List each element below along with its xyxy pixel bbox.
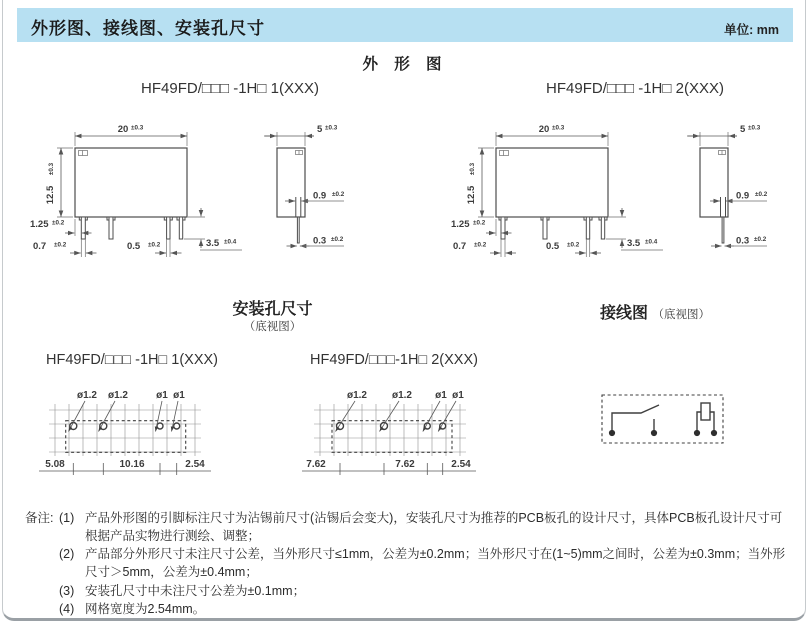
note-number: (4) (59, 601, 75, 616)
dim-pin-w1-tol: ±0.2 (474, 241, 487, 249)
wiring-subtitle-text: （底视图） (652, 309, 710, 321)
pitch-label: 2.54 (185, 459, 205, 470)
page-title: 外形图、接线图、安装孔尺寸 (31, 19, 265, 38)
note-item-4 (59, 600, 793, 618)
dim-width: 20 (117, 124, 129, 135)
dim-height-tol: ±0.3 (48, 162, 55, 176)
dim-depth-tol: ±0.3 (748, 124, 761, 132)
hole-dia-label: ø1 (173, 390, 185, 401)
mounting-holes-2 (290, 388, 535, 483)
front-pins (79, 217, 185, 239)
note-number: (3) (59, 583, 75, 598)
dim-pin-len: 3.5 (206, 238, 220, 249)
dim-height: 12.5 (45, 185, 56, 205)
note-number: (1) (59, 511, 75, 525)
dim-depth: 5 (317, 124, 323, 135)
dim-height-tol: ±0.3 (469, 162, 476, 176)
pitch-label: 2.54 (451, 459, 471, 470)
dim-pin-thk: 0.3 (736, 235, 750, 247)
header-bar (17, 8, 793, 42)
dim-pin-offset-tol: ±0.2 (52, 219, 65, 227)
wiring-diagram (595, 388, 740, 453)
hole-dia-label: ø1.2 (346, 390, 368, 401)
wiring-section-title (600, 300, 710, 323)
unit-label: 单位: mm (724, 23, 779, 37)
note-text: 产品外形图的引脚标注尺寸为沾锡前尺寸(沾锡后会变大)，安装孔尺寸为推荐的PCB板孔的设计尺寸，具体PCB板孔设计尺寸可根据产品实物进行测绘、调整； (85, 511, 783, 544)
outline-model-1: HF49FD/□□□ -1H□ 1(XXX) (141, 80, 319, 97)
outline-model-2: HF49FD/□□□ -1H□ 2(XXX) (546, 80, 724, 97)
outline-section-title: 外 形 图 (362, 56, 448, 73)
outline-drawing-1 (28, 105, 348, 263)
note-text: 安装孔尺寸中未注尺寸公差为±0.1mm； (85, 583, 306, 598)
dim-width-tol: ±0.3 (131, 124, 144, 132)
dim-pin-thk-tol: ±0.2 (754, 236, 767, 243)
pitch-label: 7.62 (395, 459, 415, 470)
dim-pin-len-tol: ±0.4 (224, 238, 237, 246)
dim-pin-offset: 1.25 (30, 219, 49, 230)
coil-symbol (697, 403, 714, 433)
dim-width-tol: ±0.3 (552, 124, 565, 132)
note-number: (2) (59, 547, 75, 562)
mount-model-2: HF49FD/□□□-1H□ 2(XXX) (310, 352, 478, 368)
dim-pin-offset-tol: ±0.2 (473, 219, 486, 227)
hole-dia-label: ø1 (156, 390, 168, 401)
mount-model-1: HF49FD/□□□ -1H□ 1(XXX) (46, 352, 219, 368)
dim-height: 12.5 (466, 185, 477, 205)
dim-pin-offset: 1.25 (451, 219, 470, 230)
dim-pin-len: 3.5 (627, 238, 641, 249)
dim-pin-side-w: 0.9 (313, 190, 327, 202)
note-item-1 (59, 509, 793, 545)
dim-pin-thk: 0.3 (313, 235, 327, 247)
pitch-label: 5.08 (45, 459, 65, 470)
dim-pin-w1-tol: ±0.2 (54, 241, 67, 249)
dim-depth-tol: ±0.3 (325, 124, 338, 132)
dim-pin-side-w-tol: ±0.2 (332, 191, 345, 198)
dim-pin-w1: 0.7 (453, 241, 467, 252)
dim-pin-w1: 0.7 (33, 241, 47, 252)
notes-label: 备注: (25, 511, 54, 525)
contact-symbol (612, 405, 659, 433)
outline-drawing-2 (450, 105, 770, 263)
dim-pin-len-tol: ±0.4 (645, 238, 658, 246)
dim-width: 20 (538, 124, 550, 135)
dim-pin-w2: 0.5 (127, 241, 141, 252)
front-pins (499, 217, 607, 239)
hole-dia-label: ø1.2 (391, 390, 413, 401)
dim-pin-w2-tol: ±0.2 (148, 241, 161, 249)
hole-dia-label: ø1.2 (76, 390, 98, 401)
hole-dia-label: ø1.2 (107, 390, 129, 401)
dim-pin-w2: 0.5 (546, 241, 560, 252)
hole-dia-label: ø1 (435, 390, 447, 401)
wiring-title-text: 接线图 (600, 305, 649, 322)
mounting-section-title: 安装孔尺寸 (232, 301, 313, 318)
dim-pin-w2-tol: ±0.2 (567, 241, 580, 249)
dim-pin-thk-tol: ±0.2 (331, 236, 344, 243)
mounting-holes-1 (25, 388, 270, 483)
dim-pin-side-w: 0.9 (736, 190, 750, 202)
note-item-2 (59, 545, 793, 581)
dim-depth: 5 (740, 124, 746, 135)
pitch-label: 10.16 (119, 459, 145, 470)
note-text: 网格宽度为2.54mm。 (85, 601, 206, 616)
hole-dia-label: ø1 (452, 390, 464, 401)
notes-block (25, 509, 793, 618)
mounting-section-subtitle: （底视图） (243, 321, 302, 333)
pitch-label: 7.62 (306, 459, 326, 470)
note-item-3 (59, 582, 793, 600)
dim-pin-side-w-tol: ±0.2 (755, 191, 768, 198)
note-text: 产品部分外形尺寸未注尺寸公差，当外形尺寸≤1mm，公差为±0.2mm；当外形尺寸在(1~5)mm之间时，公差为±0.3mm；当外形尺寸＞5mm，公差为±0.4mm； (85, 547, 786, 580)
